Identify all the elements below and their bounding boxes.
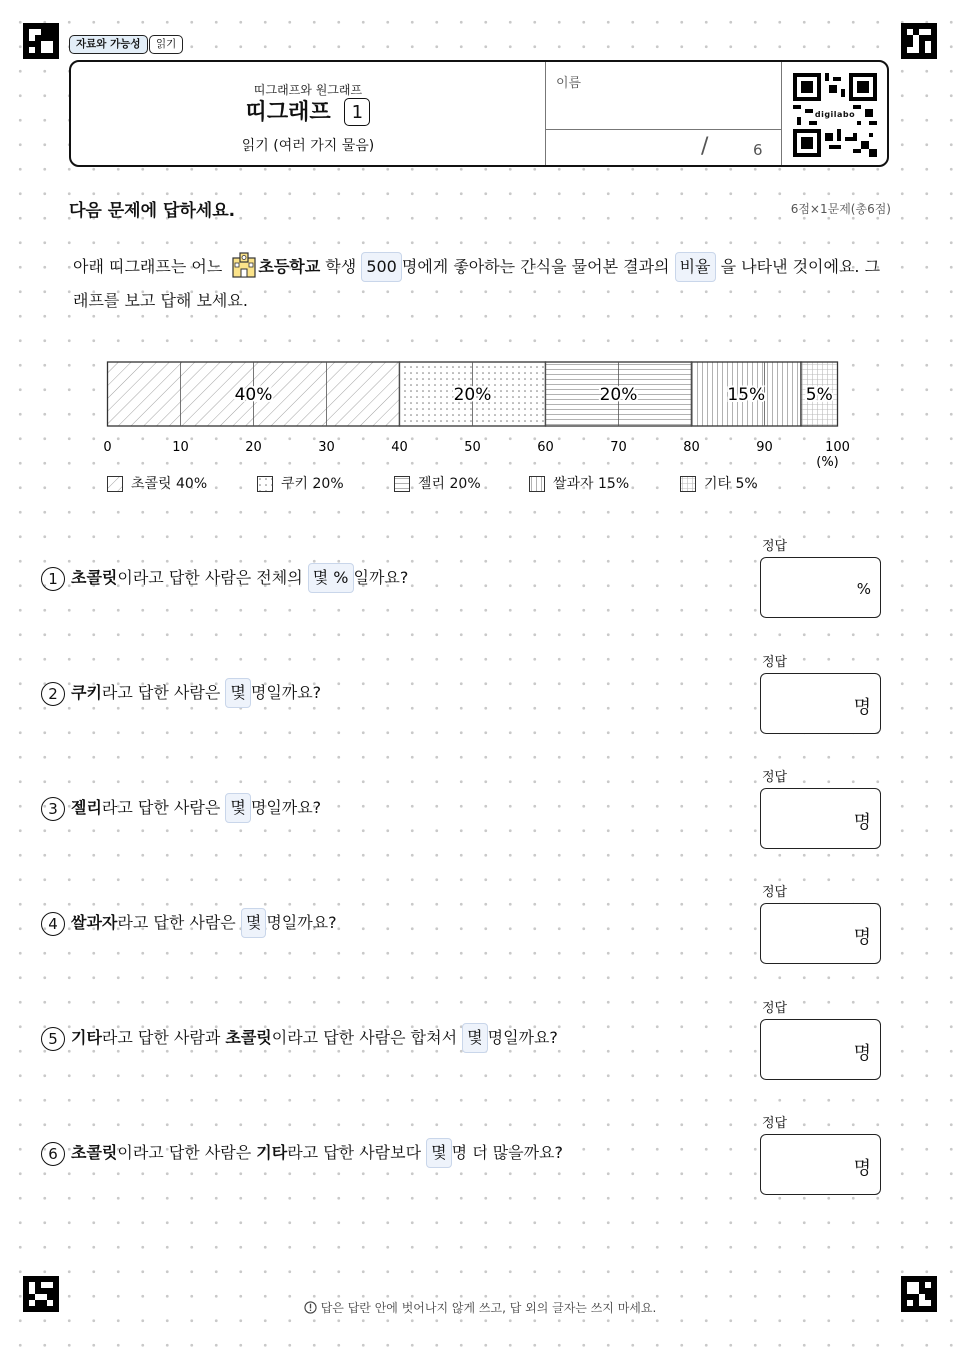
name-label: 이름	[556, 76, 582, 91]
header-divider-2	[781, 62, 782, 165]
question-number: 6	[41, 1142, 65, 1166]
x-axis-unit: (%)	[816, 455, 839, 470]
intro-line-2: 래프를 보고 답해 보세요.	[73, 291, 248, 310]
header-number: 1	[344, 98, 370, 126]
answer-box-1[interactable]	[760, 557, 881, 618]
question-text: 라고 답한 사람은	[101, 683, 221, 702]
answer-box-4[interactable]	[760, 903, 881, 964]
answer-box-2[interactable]	[760, 673, 881, 734]
question-number: 4	[41, 912, 65, 936]
question-highlight: 몇	[462, 1023, 487, 1053]
score-total: 6	[753, 141, 763, 159]
tick-label-50: 50	[464, 440, 481, 455]
question-4	[41, 908, 337, 938]
question-1	[41, 563, 408, 593]
legend-item-4	[529, 474, 629, 494]
question-5	[41, 1023, 558, 1053]
intro-line-1	[73, 252, 880, 282]
question-highlight: 몇	[426, 1138, 451, 1168]
band-segment-label-3: 20%	[599, 385, 638, 405]
question-2	[41, 678, 321, 708]
intro-count-box: 500	[361, 252, 402, 282]
band-segment-label-5: 5%	[805, 385, 833, 405]
name-field[interactable]	[556, 130, 781, 167]
legend-item-1	[107, 474, 207, 494]
question-number: 2	[41, 682, 65, 706]
legend-label-4: 쌀과자 15%	[553, 476, 630, 492]
question-number: 3	[41, 797, 65, 821]
band-segment-label-1: 40%	[234, 385, 273, 405]
question-tail: 명일까요?	[250, 798, 322, 817]
question-text: 이라고 답한 사람은 전체의	[117, 568, 303, 587]
points-info: 6점×1문제(총6점)	[790, 202, 891, 216]
tick-label-100: 100	[825, 440, 850, 455]
question-tail: 명일까요?	[250, 683, 322, 702]
footer-note: 답은 답란 안에 벗어나지 않게 쓰고, 답 외의 글자는 쓰지 마세요.	[320, 1301, 657, 1315]
question-highlight: 몇	[241, 908, 266, 938]
type-tag: 읽기	[149, 35, 183, 54]
legend-swatch-4	[529, 476, 545, 492]
intro-part-1: 아래 띠그래프는 어느	[73, 257, 223, 276]
question-keyword-2: 초콜릿	[225, 1028, 272, 1047]
worksheet-header	[69, 60, 889, 167]
question-text: 이라고 답한 사람은	[117, 1143, 252, 1162]
instruction-title: 다음 문제에 답하세요.	[69, 201, 236, 221]
qr-label: digilabo	[814, 110, 856, 119]
question-tail: 명일까요?	[487, 1028, 558, 1047]
legend-label-5: 기타 5%	[704, 476, 758, 492]
question-keyword: 초콜릿	[71, 568, 118, 587]
tick-label-10: 10	[172, 440, 189, 455]
answer-unit: 명	[853, 812, 871, 833]
footer-note-wrap	[0, 1299, 960, 1316]
legend-label-2: 쿠키 20%	[281, 476, 344, 492]
legend-label-1: 초콜릿 40%	[131, 476, 208, 492]
legend-item-5	[680, 474, 758, 494]
question-number: 5	[41, 1027, 65, 1051]
answer-label: 정답	[762, 1001, 788, 1016]
tick-label-0: 0	[103, 440, 112, 455]
subject-tag: 자료와 가능성	[69, 35, 148, 54]
header-divider-1	[545, 62, 546, 165]
intro-part-3: 명에게 좋아하는 간식을 물어본 결과의	[401, 257, 670, 276]
question-keyword-2: 기타	[256, 1143, 288, 1162]
tick-label-90: 90	[756, 440, 773, 455]
header-subtitle: 읽기 (여러 가지 물음)	[241, 138, 375, 154]
info-icon	[304, 1301, 317, 1314]
question-keyword: 젤리	[71, 798, 102, 817]
band-graph	[90, 352, 870, 477]
question-tail: 일까요?	[353, 568, 409, 587]
answer-unit: 명	[853, 1158, 871, 1179]
answer-unit: 명	[853, 927, 871, 948]
legend-item-2	[257, 474, 344, 494]
band-segment-label-4: 15%	[727, 385, 766, 405]
tick-label-60: 60	[537, 440, 554, 455]
answer-unit: %	[856, 580, 871, 598]
tick-label-30: 30	[318, 440, 335, 455]
answer-unit: 명	[853, 697, 871, 718]
band-segment-label-2: 20%	[453, 385, 492, 405]
question-highlight: 몇 %	[308, 563, 354, 593]
intro-ratio-box: 비율	[675, 252, 716, 282]
header-title-wrap	[71, 98, 545, 128]
legend-swatch-2	[257, 476, 273, 492]
intro-part-4: 을 나타낸 것이에요. 그	[720, 257, 881, 276]
tick-label-70: 70	[610, 440, 627, 455]
answer-label: 정답	[762, 1116, 788, 1131]
question-text-2: 라고 답한 사람보다	[287, 1143, 422, 1162]
answer-label: 정답	[762, 770, 788, 785]
legend-swatch-1	[107, 476, 123, 492]
question-keyword: 초콜릿	[71, 1143, 118, 1162]
question-number: 1	[41, 567, 65, 591]
tick-label-80: 80	[683, 440, 700, 455]
answer-box-3[interactable]	[760, 788, 881, 849]
intro-school: 초등학교	[258, 257, 321, 276]
corner-marker-top-left	[23, 23, 59, 59]
question-tail: 명일까요?	[266, 913, 337, 932]
answer-label: 정답	[762, 655, 788, 670]
question-tail: 명 더 많을까요?	[451, 1143, 564, 1162]
legend-item-3	[394, 474, 481, 494]
answer-box-6[interactable]	[760, 1134, 881, 1195]
question-keyword: 쌀과자	[71, 913, 118, 932]
question-keyword: 기타	[71, 1028, 102, 1047]
legend-swatch-3	[394, 476, 410, 492]
question-text: 라고 답한 사람은	[101, 798, 221, 817]
header-title: 띠그래프	[245, 100, 331, 125]
corner-marker-top-right	[901, 23, 937, 59]
question-3	[41, 793, 321, 823]
school-icon	[231, 252, 257, 278]
tick-label-40: 40	[391, 440, 408, 455]
header-topic: 띠그래프와 원그래프	[253, 83, 363, 97]
answer-box-5[interactable]	[760, 1019, 881, 1080]
question-6	[41, 1138, 563, 1168]
answer-label: 정답	[762, 539, 788, 554]
question-text-2: 이라고 답한 사람은 합쳐서	[271, 1028, 458, 1047]
legend-label-3: 젤리 20%	[418, 476, 481, 492]
legend-swatch-5	[680, 476, 696, 492]
question-highlight: 몇	[225, 678, 250, 708]
answer-label: 정답	[762, 885, 788, 900]
tick-label-20: 20	[245, 440, 262, 455]
question-highlight: 몇	[225, 793, 250, 823]
answer-unit: 명	[853, 1043, 871, 1064]
intro-part-2: 학생	[325, 257, 357, 276]
score-slash: /	[701, 134, 709, 159]
question-keyword: 쿠키	[71, 683, 102, 702]
question-text: 라고 답한 사람은	[117, 913, 236, 932]
question-text: 라고 답한 사람과	[101, 1028, 221, 1047]
